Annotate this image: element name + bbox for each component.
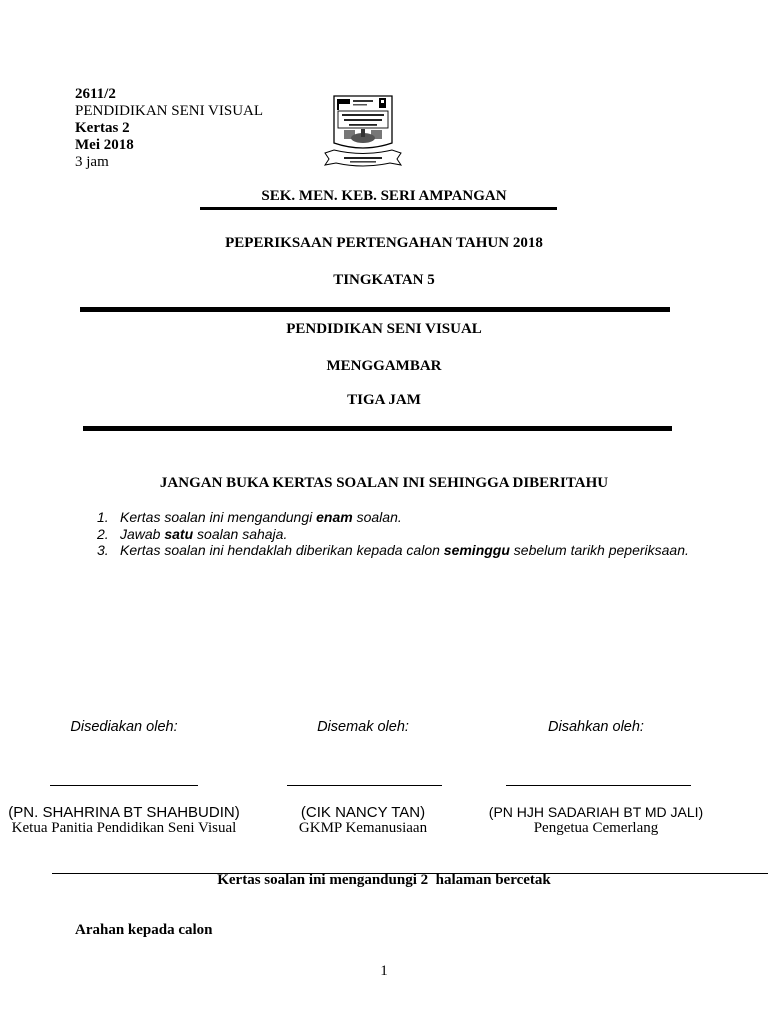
section-heading: Arahan kepada calon xyxy=(75,922,213,938)
warning-text: JANGAN BUKA KERTAS SOALAN INI SEHINGGA DIBERITAHU xyxy=(159,475,609,491)
signatory-position: Pengetua Cemerlang xyxy=(533,820,659,836)
signatory-name: (PN. SHAHRINA BT SHAHBUDIN) xyxy=(8,804,240,821)
signature-line xyxy=(287,785,442,786)
list-number: 3. xyxy=(97,542,109,558)
paper-number: Kertas 2 xyxy=(75,120,130,136)
subject-title: PENDIDIKAN SENI VISUAL xyxy=(286,321,482,337)
exam-title: PEPERIKSAAN PERTENGAHAN TAHUN 2018 xyxy=(225,235,543,251)
school-underline xyxy=(200,207,557,210)
signature-label: Disahkan oleh: xyxy=(548,719,644,735)
title-rule-bottom xyxy=(83,426,672,431)
signatory-name: (PN HJH SADARIAH BT MD JALI) xyxy=(488,804,704,820)
instruction-text: soalan. xyxy=(352,509,402,525)
form-level: TINGKATAN 5 xyxy=(333,272,435,288)
instruction-text: soalan sahaja. xyxy=(193,525,288,542)
paper-info xyxy=(75,86,263,171)
page-number: 1 xyxy=(380,963,388,979)
list-number: 2. xyxy=(97,525,109,542)
list-number: 1. xyxy=(97,509,109,525)
instruction-text: sebelum tarikh peperiksaan. xyxy=(509,542,689,558)
instruction-text: Kertas soalan ini hendaklah diberikan kepada calon xyxy=(120,542,444,558)
instruction-text: Kertas soalan ini mengandungi xyxy=(120,509,317,525)
school-name: SEK. MEN. KEB. SERI AMPANGAN xyxy=(261,188,507,204)
instructions-list xyxy=(97,509,689,559)
signature-label: Disemak oleh: xyxy=(317,719,409,735)
paper-title: MENGGAMBAR xyxy=(326,358,442,374)
list-item xyxy=(97,509,689,526)
signatory-name: (CIK NANCY TAN) xyxy=(300,804,426,821)
list-item xyxy=(97,542,689,559)
duration-title: TIGA JAM xyxy=(347,392,421,408)
signature-block-preparer xyxy=(4,719,244,839)
signature-line xyxy=(50,785,198,786)
paper-duration: 3 jam xyxy=(75,154,109,170)
signatory-position: Ketua Panitia Pendidikan Seni Visual xyxy=(11,820,237,836)
signature-line xyxy=(506,785,691,786)
instruction-emphasis: enam xyxy=(316,509,353,525)
signature-label: Disediakan oleh: xyxy=(70,719,178,735)
instruction-emphasis: seminggu xyxy=(443,542,510,558)
signature-block-checker xyxy=(243,719,483,839)
paper-date: Mei 2018 xyxy=(75,137,134,153)
instruction-text: Jawab xyxy=(120,525,165,542)
list-item xyxy=(97,526,689,543)
school-logo xyxy=(322,93,404,168)
page-count-note: Kertas soalan ini mengandungi 2 halaman bercetak xyxy=(217,872,551,888)
instruction-emphasis: satu xyxy=(164,525,194,542)
paper-code: 2611/2 xyxy=(75,86,116,102)
paper-subject: PENDIDIKAN SENI VISUAL xyxy=(75,103,264,119)
signature-block-approver xyxy=(476,719,716,839)
title-rule-top xyxy=(80,307,670,312)
signatory-position: GKMP Kemanusiaan xyxy=(298,820,428,836)
